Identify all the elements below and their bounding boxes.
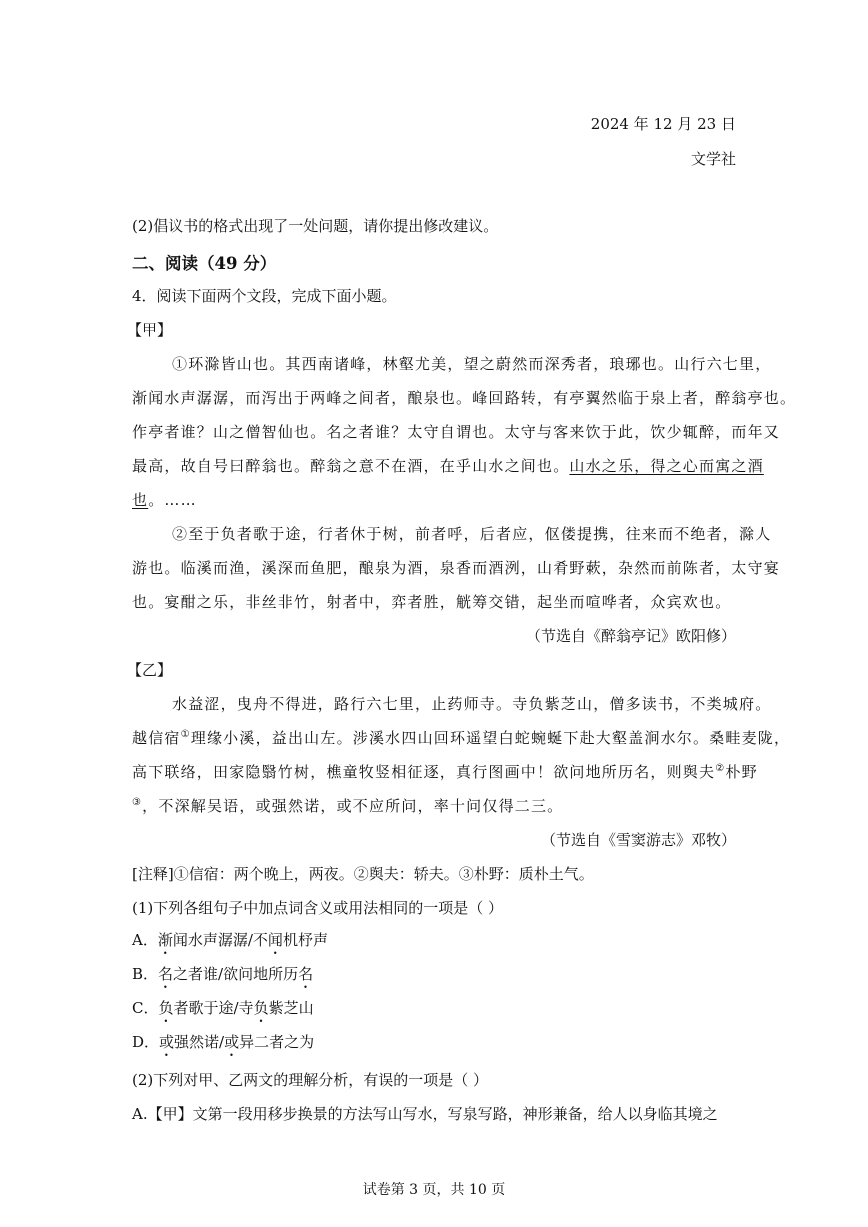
question-3-2: (2)倡议书的格式出现了一处问题，请你提出修改建议。: [132, 217, 499, 235]
passage-yi-source: （节选自《雪窦游志》邓牧）: [540, 831, 736, 849]
question-1-option-a: A．渐闻水声潺潺/不闻机杼声: [132, 931, 328, 949]
passage-jia-line: ②至于负者歌于途，行者休于树，前者呼，后者应，伛偻提携，往来而不绝者，滁人: [172, 525, 772, 543]
letter-signature: 文学社: [690, 150, 736, 168]
passage-jia-line: 也。宴酣之乐，非丝非竹，射者中，弈者胜，觥筹交错，起坐而喧哗者，众宾欢也。: [132, 593, 732, 611]
passage-jia-label: 【甲】: [127, 321, 173, 339]
underlined-sentence: 也: [132, 491, 149, 509]
letter-date: 2024 年 12 月 23 日: [590, 115, 736, 133]
question-1-option-b: B．名之者谁/欲问地所历名: [132, 965, 314, 983]
footnote-marker: ①: [180, 729, 191, 740]
underlined-sentence: 山水之乐，得之心而寓之酒: [569, 457, 764, 475]
footnote-marker: ③: [132, 797, 143, 808]
question-2-stem: (2)下列对甲、乙两文的理解分析，有误的一项是（ ）: [132, 1071, 489, 1089]
section-heading: 二、阅读（49 分）: [132, 254, 277, 273]
passage-jia-line: 作亭者谁？山之僧智仙也。名之者谁？太守自谓也。太守与客来饮于此，饮少辄醉，而年又: [132, 423, 781, 441]
passage-jia-source: （节选自《醉翁亭记》欧阳修）: [525, 627, 736, 645]
passage-jia-line: 渐闻水声潺潺，而泻出于两峰之间者，酿泉也。峰回路转，有亭翼然临于泉上者，醉翁亭也。: [132, 389, 797, 407]
passage-yi-line: 越信宿①理缘小溪，益出山左。涉溪水四山回环遥望白蛇蜿蜒下赴大壑盖涧水尔。桑畦麦陇，: [132, 729, 791, 747]
passage-jia-line: ①环滁皆山也。其西南诸峰，林壑尤美，望之蔚然而深秀者，琅琊也。山行六七里，: [172, 355, 772, 373]
passage-yi-line: ③，不深解吴语，或强然诺，或不应所问，率十问仅得二三。: [132, 797, 564, 815]
passage-jia-line: 游也。临溪而渔，溪深而鱼肥，酿泉为酒，泉香而酒洌，山肴野蔌，杂然而前陈者，太守宴: [132, 559, 781, 577]
question-1-option-c: C．负者歌于途/寺负紫芝山: [132, 999, 314, 1017]
page-footer: 试卷第 3 页，共 10 页: [362, 1182, 506, 1198]
passage-yi-line: 水益涩，曳舟不得进，路行六七里，止药师寺。寺负紫芝山，僧多读书，不类城府。: [172, 695, 772, 713]
question-1-option-d: D．或强然诺/或异二者之为: [132, 1033, 315, 1051]
annotations: [注释]①信宿：两个晚上，两夜。②舆夫：轿夫。③朴野：质朴土气。: [132, 865, 594, 883]
footnote-marker: ②: [715, 763, 726, 774]
passage-jia-line: 最高，故自号曰醉翁也。醉翁之意不在酒，在乎山水之间也。山水之乐，得之心而寓之酒: [132, 457, 764, 475]
passage-yi-line: 高下联络，田家隐翳竹树，樵童牧竖相征逐，真行图画中！欲问地所历名，则舆夫②朴野: [132, 763, 758, 781]
question-4-stem: 4．阅读下面两个文段，完成下面小题。: [132, 287, 397, 305]
question-1-stem: (1)下列各组句子中加点词含义或用法相同的一项是（ ）: [132, 899, 504, 917]
passage-jia-line: 也。……: [132, 491, 197, 509]
question-2-option-a: A.【甲】文第一段用移步换景的方法写山写水，写泉写路，神形兼备，给人以身临其境之: [132, 1105, 718, 1123]
passage-yi-label: 【乙】: [127, 661, 173, 679]
